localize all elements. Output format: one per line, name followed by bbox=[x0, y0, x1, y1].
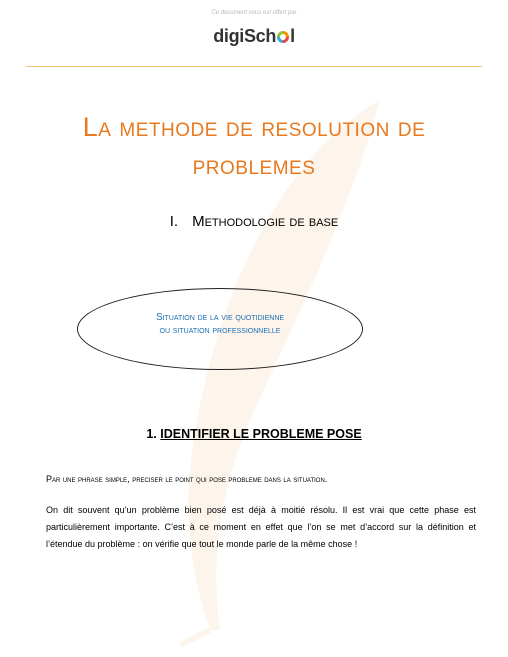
logo-text-prefix: digiSch bbox=[213, 26, 277, 46]
header-note: Ce document vous est offert par bbox=[211, 10, 297, 16]
title-line-2: problemes bbox=[192, 150, 316, 180]
section-label: Methodologie de base bbox=[192, 213, 339, 230]
logo-text-suffix: l bbox=[290, 26, 295, 46]
logo-o-icon bbox=[277, 31, 289, 43]
header-divider bbox=[26, 66, 482, 67]
section-heading bbox=[0, 213, 508, 230]
situation-ellipse-text bbox=[77, 311, 363, 337]
body-paragraph: On dit souvent qu’un problème bien posé est déjà à moitié résolu. Il est vrai que cette phase est particulièrement importante. C’est à ce moment en effet que l’on se met d’accord sur la définition et l’étendue du problème : on vérifie que tout le monde parle de la même chose ! bbox=[46, 505, 476, 549]
ellipse-line-1: Situation de la vie quotidienne bbox=[155, 312, 285, 323]
subsection-heading bbox=[0, 427, 508, 441]
title-line-1: La methode de resolution de bbox=[82, 112, 426, 142]
subsection-number: 1. bbox=[146, 427, 157, 441]
ellipse-line-2: ou situation professionnelle bbox=[159, 325, 281, 336]
document-title bbox=[20, 108, 488, 184]
digischool-logo bbox=[0, 26, 508, 47]
subsection-label: IDENTIFIER LE PROBLEME POSE bbox=[160, 427, 362, 441]
section-number: I. bbox=[169, 213, 179, 230]
instruction-paragraph: Par une phrase simple, preciser le point qui pose probleme dans la situation. bbox=[46, 474, 328, 484]
